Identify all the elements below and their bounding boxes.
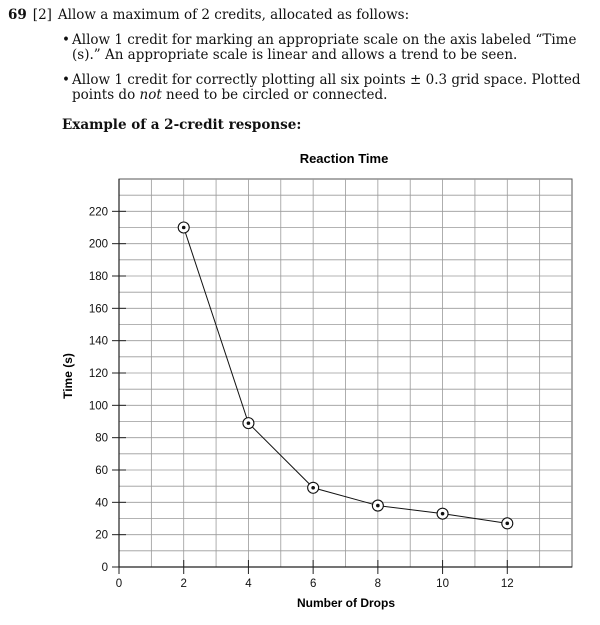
y-tick-label: 180	[88, 271, 108, 283]
bullet-dot: •	[62, 72, 70, 88]
y-tick-label: 0	[101, 562, 108, 574]
y-tick-label: 100	[88, 400, 108, 413]
question-credits: [2]	[32, 7, 52, 23]
x-tick-label: 12	[500, 578, 514, 590]
bullet-text-emphasis: not	[139, 87, 162, 103]
chart-tick-labels	[89, 206, 514, 590]
y-tick-label: 120	[88, 368, 108, 380]
question-number: 69	[8, 7, 27, 23]
question-intro: Allow a maximum of 2 credits, allocated as follows:	[57, 7, 410, 23]
x-tick-label: 2	[180, 578, 187, 590]
bullet-text-part: need to be circled or connected.	[161, 87, 388, 103]
x-tick-label: 6	[309, 578, 317, 590]
x-tick-label: 10	[436, 578, 449, 590]
x-axis-label: Number of Drops	[296, 596, 396, 610]
chart-axes	[112, 179, 572, 574]
data-point-dot	[441, 512, 445, 516]
data-point-dot	[182, 226, 186, 230]
y-tick-label: 140	[88, 335, 108, 348]
data-point-dot	[311, 486, 315, 490]
x-tick-label: 8	[374, 578, 382, 590]
bullet-text-part: Allow 1 credit for correctly plotting all six points ± 0.3 grid space. Plotted points do	[72, 72, 581, 103]
y-tick-label: 220	[88, 206, 108, 219]
chart-title: Reaction Time	[299, 151, 389, 166]
y-tick-label: 160	[88, 303, 108, 316]
y-tick-label: 80	[95, 432, 108, 445]
y-tick-label: 20	[95, 529, 108, 542]
bullet-dot: •	[62, 32, 70, 48]
y-tick-label: 200	[88, 238, 108, 251]
data-point-dot	[505, 522, 509, 526]
y-tick-label: 60	[95, 465, 108, 477]
example-heading: Example of a 2-credit response:	[62, 117, 302, 133]
x-tick-label: 0	[115, 578, 123, 590]
x-tick-label: 4	[245, 578, 252, 590]
bullet-text: Allow 1 credit for marking an appropriate scale on the axis labeled “Time (s).” An appropriate scale is linear and allows a trend to be seen.	[72, 32, 577, 63]
y-tick-label: 40	[95, 497, 108, 510]
data-point-dot	[247, 421, 251, 425]
y-axis-label: Time (s)	[61, 353, 75, 399]
data-point-dot	[376, 504, 380, 508]
